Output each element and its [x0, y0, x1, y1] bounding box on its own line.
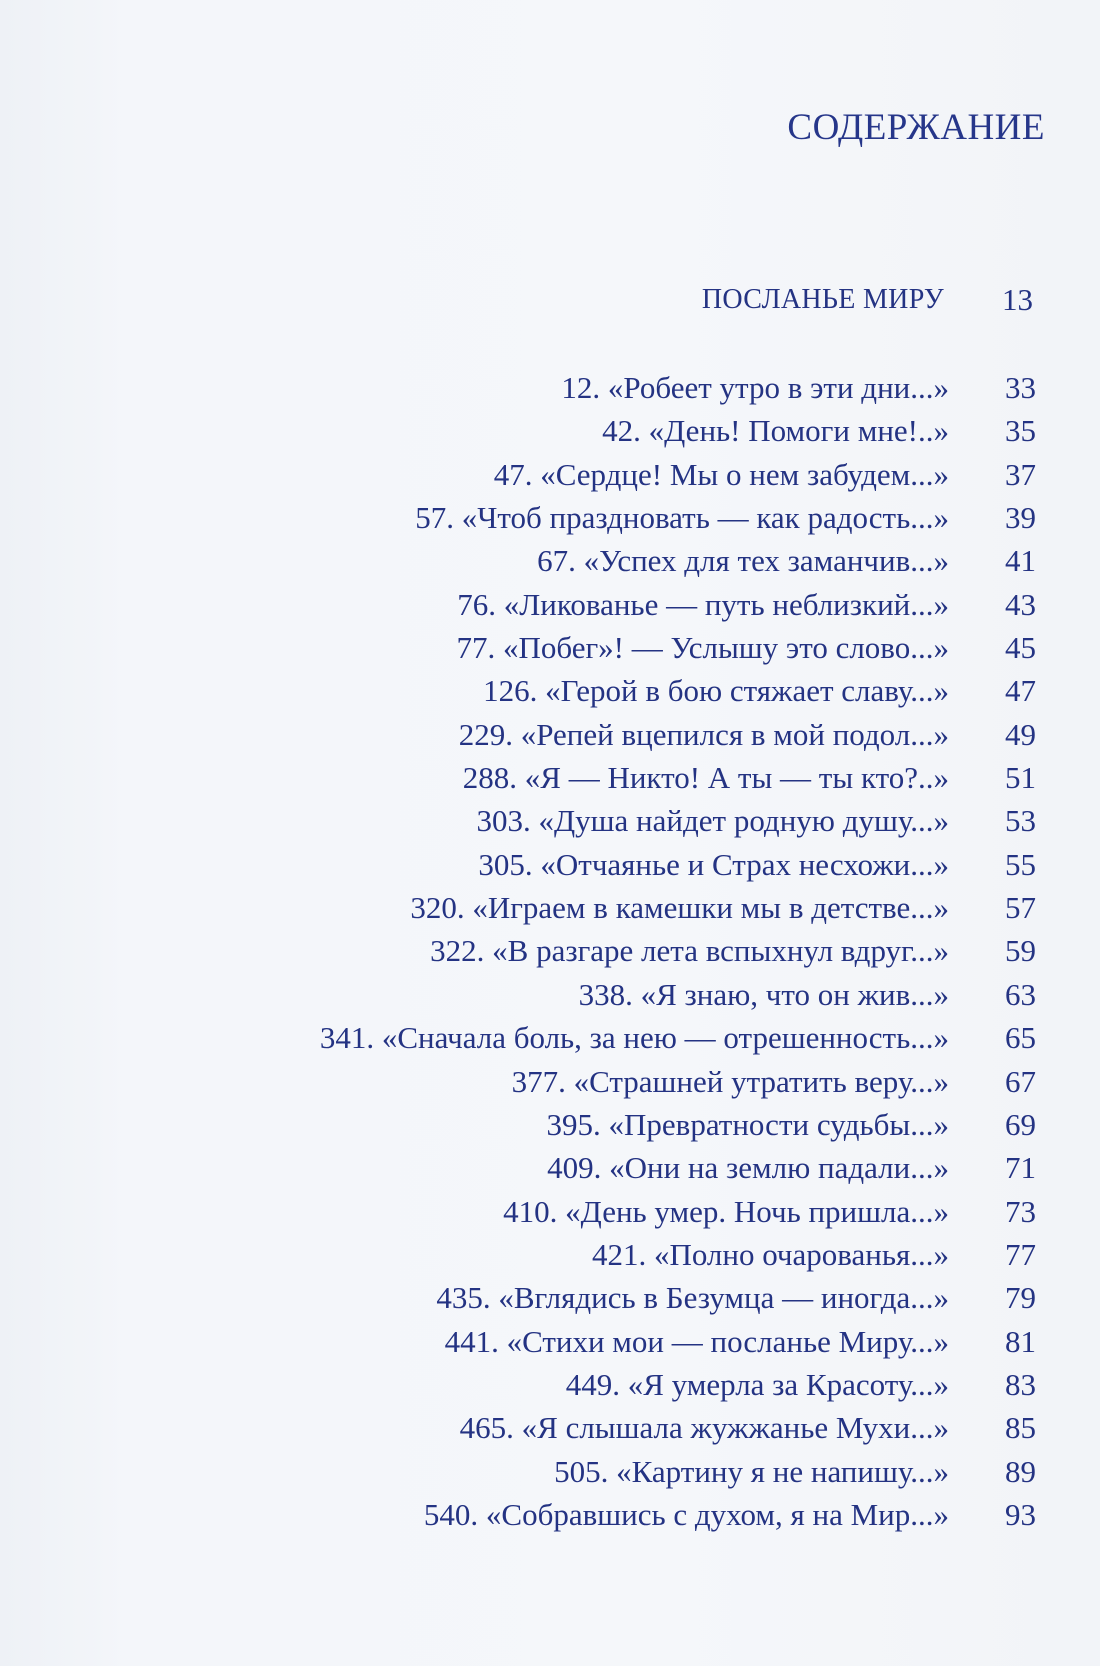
toc-entry	[0, 801, 1100, 844]
toc-entry-title: 47. «Сердце! Мы о нем забудем...»	[493, 456, 949, 492]
toc-entry-title: 465. «Я слышала жужжанье Мухи...»	[459, 1410, 949, 1446]
toc-entry-title: 303. «Душа найдет родную душу...»	[476, 803, 949, 839]
toc-entry	[0, 498, 1100, 541]
toc-entry-page-number: 79	[1005, 1280, 1036, 1316]
toc-entry-title: 42. «День! Помоги мне!..»	[602, 413, 949, 449]
toc-entry-title: 421. «Полно очарованья...»	[591, 1236, 949, 1272]
toc-entry-title: 341. «Сначала боль, за нею — отрешенность...»	[319, 1020, 949, 1056]
toc-entry-page-number: 55	[1005, 846, 1036, 882]
toc-entry-page-number: 33	[1005, 370, 1036, 405]
toc-entry-title: 410. «День умер. Ночь пришла...»	[503, 1193, 949, 1229]
toc-entry-title: 76. «Ликованье — путь неблизкий...»	[457, 586, 949, 622]
toc-entry-title: 229. «Репей вцепился в мой подол...»	[458, 716, 949, 752]
toc-entry	[0, 1062, 1100, 1105]
toc-entry	[0, 541, 1100, 584]
toc-entry-title: 288. «Я — Никто! А ты — ты кто?..»	[462, 760, 949, 796]
toc-entry-title: 505. «Картину я не напишу...»	[554, 1453, 949, 1489]
toc-entry	[0, 1452, 1100, 1495]
toc-entry	[0, 1408, 1100, 1451]
toc-entry-page-number: 39	[1005, 500, 1036, 536]
toc-entry-page-number: 73	[1005, 1193, 1036, 1229]
toc-entry-title: 409. «Они на землю падали...»	[547, 1150, 949, 1186]
toc-entry-title: 322. «В разгаре лета вспыхнул вдруг...»	[430, 933, 949, 969]
toc-entry	[0, 585, 1100, 628]
toc-entry-page-number: 89	[1005, 1453, 1036, 1489]
section-page-number: 13	[1002, 282, 1033, 317]
toc-entry-title: 435. «Вглядись в Безумца — иногда...»	[436, 1280, 949, 1316]
toc-entry-page-number: 47	[1005, 673, 1036, 709]
toc-entry	[0, 758, 1100, 801]
toc-entry	[0, 368, 1100, 411]
toc-entry-page-number: 85	[1005, 1410, 1036, 1446]
toc-entry-title: 57. «Чтоб праздновать — как радость...»	[415, 500, 949, 536]
toc-entry-page-number: 65	[1005, 1020, 1036, 1056]
toc-entry-page-number: 81	[1005, 1323, 1036, 1359]
toc-entry-page-number: 53	[1005, 803, 1036, 839]
toc-entry	[0, 715, 1100, 758]
toc-entry	[0, 411, 1100, 454]
toc-entry	[0, 1192, 1100, 1235]
toc-entry	[0, 1018, 1100, 1061]
toc-entry-page-number: 37	[1005, 456, 1036, 492]
toc-entry	[0, 1322, 1100, 1365]
toc-entry	[0, 671, 1100, 714]
toc-entry	[0, 931, 1100, 974]
toc-entry-page-number: 43	[1005, 586, 1036, 622]
section-title: ПОСЛАНЬЕ МИРУ	[701, 284, 944, 315]
toc-entry-page-number: 69	[1005, 1106, 1036, 1142]
toc-entry-title: 449. «Я умерла за Красоту...»	[565, 1366, 949, 1402]
toc-entry	[0, 1278, 1100, 1321]
toc-entry-title: 441. «Стихи мои — посланье Миру...»	[444, 1323, 949, 1359]
toc-entry-title: 77. «Побег»! — Услышу это слово...»	[456, 630, 949, 666]
toc-entry-page-number: 49	[1005, 716, 1036, 752]
table-of-contents	[0, 368, 1100, 1538]
toc-entry-title: 377. «Страшней утратить веру...»	[511, 1063, 949, 1099]
toc-entry-page-number: 59	[1005, 933, 1036, 969]
toc-entry-page-number: 71	[1005, 1150, 1036, 1186]
toc-entry-page-number: 51	[1005, 760, 1036, 796]
toc-entry-title: 305. «Отчаянье и Страх несхожи...»	[478, 846, 949, 882]
toc-entry-title: 320. «Играем в камешки мы в детстве...»	[410, 890, 949, 926]
toc-entry-page-number: 93	[1005, 1496, 1036, 1532]
toc-entry	[0, 1148, 1100, 1191]
toc-entry	[0, 1365, 1100, 1408]
toc-entry-page-number: 83	[1005, 1366, 1036, 1402]
toc-entry	[0, 628, 1100, 671]
page-title: СОДЕРЖАНИЕ	[787, 107, 1045, 148]
toc-entry-title: 126. «Герой в бою стяжает славу...»	[483, 673, 949, 709]
toc-entry-page-number: 45	[1005, 630, 1036, 666]
toc-entry-page-number: 57	[1005, 890, 1036, 926]
toc-entry	[0, 1495, 1100, 1538]
toc-entry-title: 67. «Успех для тех заманчив...»	[537, 543, 949, 579]
toc-entry	[0, 888, 1100, 931]
toc-entry-title: 540. «Собравшись с духом, я на Мир...»	[423, 1496, 949, 1532]
toc-entry-title: 395. «Превратности судьбы...»	[546, 1106, 949, 1142]
toc-entry	[0, 455, 1100, 498]
toc-entry	[0, 1105, 1100, 1148]
toc-entry-page-number: 63	[1005, 976, 1036, 1012]
toc-entry	[0, 845, 1100, 888]
toc-entry	[0, 975, 1100, 1018]
toc-entry-page-number: 41	[1005, 543, 1036, 579]
toc-entry-page-number: 35	[1005, 413, 1036, 449]
section-heading-row	[0, 284, 1100, 328]
toc-entry	[0, 1235, 1100, 1278]
toc-entry-title: 12. «Робеет утро в эти дни...»	[561, 370, 949, 405]
toc-entry-page-number: 67	[1005, 1063, 1036, 1099]
toc-entry-title: 338. «Я знаю, что он жив...»	[578, 976, 949, 1012]
toc-entry-page-number: 77	[1005, 1236, 1036, 1272]
